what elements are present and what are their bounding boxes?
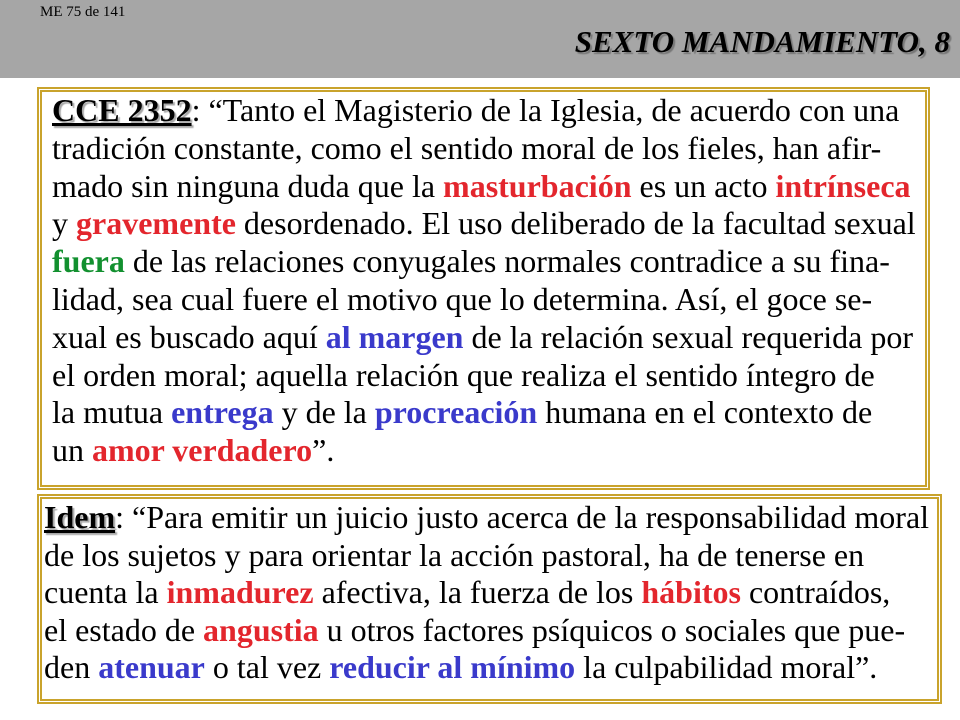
quote-line: [44, 574, 937, 612]
emphasized-term: fuera: [52, 243, 125, 280]
quote-line: [52, 243, 925, 281]
quote-line: [52, 357, 925, 395]
emphasized-term: angustia: [203, 611, 319, 648]
text-segment: la culpabilidad moral”.: [575, 649, 878, 686]
quote-source: Idem: [44, 499, 116, 535]
quote-line: [52, 92, 925, 130]
text-segment: ”.: [312, 432, 335, 469]
slide-counter: ME 75 de 141: [40, 4, 126, 20]
text-segment: tradición constante, como el sentido moral de los fieles, han afir-: [52, 129, 882, 166]
quote-source: CCE 2352: [52, 92, 192, 128]
quote-line: [52, 205, 925, 243]
emphasized-term: intrínseca: [775, 167, 911, 204]
text-segment: afectiva, la fuerza de los: [313, 574, 642, 611]
emphasized-term: al margen: [325, 318, 464, 355]
text-segment: desordenado. El uso deliberado de la facultad sexual: [235, 205, 916, 242]
emphasized-term: inmadurez: [166, 574, 314, 611]
text-segment: lidad, sea cual fuere el motivo que lo determina. Así, el goce se-: [52, 280, 873, 317]
quote-line: [44, 537, 937, 575]
text-segment: o tal vez: [204, 649, 330, 686]
quote-line: [52, 168, 925, 206]
idem-quote-box: [37, 494, 942, 704]
text-segment: el orden moral; aquella relación que realiza el sentido íntegro de: [52, 356, 875, 393]
text-segment: humana en el contexto de: [537, 394, 873, 431]
emphasized-term: masturbación: [443, 167, 632, 204]
quote-line: [52, 130, 925, 168]
quote-line: [44, 612, 937, 650]
quote-line: [52, 281, 925, 319]
quote-line: [44, 499, 937, 537]
emphasized-term: atenuar: [98, 649, 205, 686]
text-segment: de los sujetos y para orientar la acción pastoral, ha de tenerse en: [44, 536, 865, 573]
text-segment: : “Tanto el Magisterio de la Iglesia, de acuerdo con una: [191, 92, 900, 128]
header-band: [0, 0, 960, 78]
emphasized-term: amor verdadero: [92, 432, 313, 469]
text-segment: u otros factores psíquicos o sociales que pue-: [318, 611, 906, 648]
text-segment: mado sin ninguna duda que la: [52, 167, 444, 204]
emphasized-term: entrega: [171, 394, 274, 431]
text-segment: cuenta la: [44, 574, 167, 611]
text-segment: y de la: [273, 394, 375, 431]
text-segment: xual es buscado aquí: [52, 318, 326, 355]
text-segment: es un acto: [631, 167, 776, 204]
text-segment: contraídos,: [740, 574, 891, 611]
text-segment: la mutua: [52, 394, 172, 431]
emphasized-term: gravemente: [76, 205, 236, 242]
text-segment: de las relaciones conyugales normales contradice a su fina-: [124, 243, 890, 280]
quote-line: [44, 649, 937, 687]
text-segment: un: [52, 432, 92, 469]
text-segment: de la relación sexual requerida por: [463, 318, 914, 355]
emphasized-term: reducir al mínimo: [329, 649, 576, 686]
catechism-quote-box: [37, 87, 930, 490]
text-segment: den: [44, 649, 99, 686]
emphasized-term: procreación: [374, 394, 538, 431]
quote-line: [52, 319, 925, 357]
quote-line: [52, 394, 925, 432]
text-segment: : “Para emitir un juicio justo acerca de la responsabilidad moral: [115, 499, 930, 535]
text-segment: y: [52, 205, 76, 242]
emphasized-term: hábitos: [641, 574, 741, 611]
slide-title: SEXTO MANDAMIENTO, 8: [574, 24, 950, 59]
quote-line: [52, 432, 925, 470]
text-segment: el estado de: [44, 611, 204, 648]
